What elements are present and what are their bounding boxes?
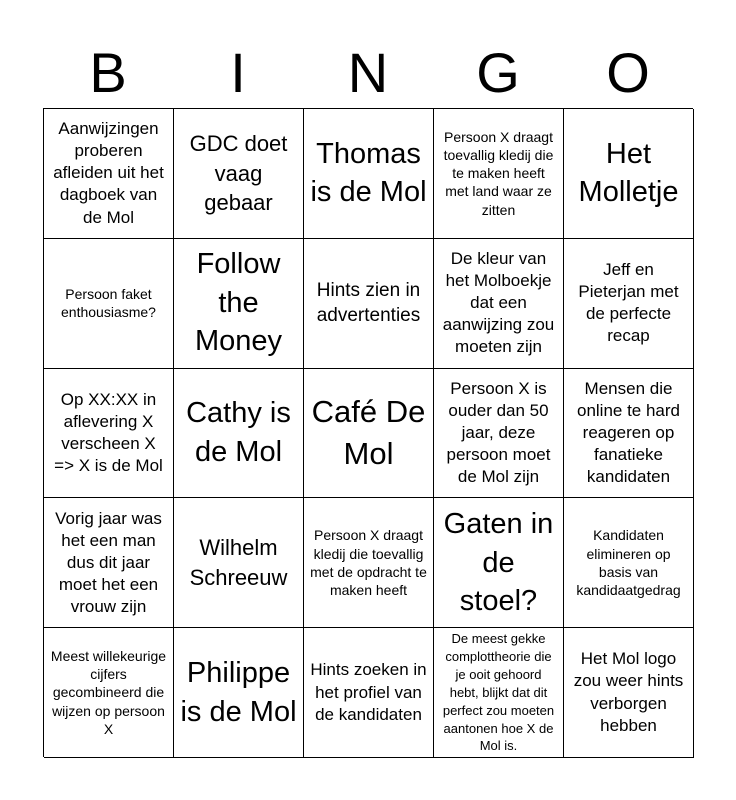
cell-text: Het Mol logo zou weer hints verborgen hebben [573,649,684,735]
cell-text: Persoon X is ouder dan 50 jaar, deze persoon moet de Mol zijn [446,378,551,487]
bingo-cell[interactable] [434,239,564,369]
cell-text: De kleur van het Molboekje dat een aanwijzing zou moeten zijn [442,248,555,357]
cell-text: Op XX:XX in aflevering X verscheen X => X is de Mol [54,389,163,476]
bingo-cell[interactable] [304,369,434,499]
bingo-cell[interactable] [564,109,694,239]
cell-text: Meest willekeurige cijfers gecombineerd die wijzen op persoon X [50,648,167,737]
bingo-cell[interactable] [44,498,174,628]
bingo-cell[interactable] [564,498,694,628]
bingo-cell[interactable] [174,109,304,239]
bingo-cell[interactable] [174,369,304,499]
cell-text: Hints zoeken in het profiel van de kandidaten [310,660,427,724]
bingo-cell[interactable] [434,628,564,758]
cell-text: Gaten in de stoel? [443,507,554,618]
bingo-cell[interactable] [564,628,694,758]
cell-text: Café De Mol [311,394,426,471]
header-letter-b: B [89,41,127,104]
bingo-cell[interactable] [44,239,174,369]
header-letter-g: G [476,41,520,104]
bingo-cell[interactable] [44,628,174,758]
header-letter-o: O [606,41,650,104]
bingo-cell[interactable] [304,628,434,758]
header-letter-n: N [347,41,389,104]
cell-text: Mensen die online te hard reageren op fanatieke kandidaten [576,378,681,487]
bingo-cell[interactable] [564,239,694,369]
bingo-board [43,108,693,757]
cell-text: Hints zien in advertenties [316,279,421,327]
bingo-cell[interactable] [44,109,174,239]
bingo-header [43,38,693,108]
bingo-cell[interactable] [564,369,694,499]
cell-text: Philippe is de Mol [180,657,297,728]
bingo-cell[interactable] [434,498,564,628]
cell-text: Het Molletje [578,137,679,209]
bingo-cell[interactable] [44,369,174,499]
cell-text: Wilhelm Schreeuw [189,535,288,590]
bingo-cell[interactable] [304,498,434,628]
cell-text: Persoon X draagt kledij die toevallig met de opdracht te maken heeft [310,527,427,598]
bingo-cell[interactable] [434,369,564,499]
cell-text: Persoon X draagt toevallig kledij die te maken heeft met land waar ze zitten [443,128,554,218]
cell-text: GDC doet vaag gebaar [189,130,288,216]
cell-text: Aanwijzingen proberen afleiden uit het dagboek van de Mol [53,119,164,227]
bingo-cell[interactable] [434,109,564,239]
bingo-cell[interactable] [174,628,304,758]
bingo-cell[interactable] [174,239,304,369]
header-letter-i: I [230,41,246,104]
cell-text: Vorig jaar was het een man dus dit jaar moet het een vrouw zijn [55,508,162,616]
cell-text: Jeff en Pieterjan met de perfecte recap [578,260,679,346]
cell-text: Cathy is de Mol [186,397,291,468]
cell-text: Kandidaten elimineren op basis van kandidaatgedrag [576,527,681,598]
bingo-cell[interactable] [174,498,304,628]
cell-text: Persoon faket enthousiasme? [61,286,156,321]
cell-text: De meest gekke complottheorie die je ooit gehoord hebt, blijkt dat dit perfect zou moeten aantonen hoe X de Mol is. [442,630,555,754]
bingo-cell[interactable] [304,239,434,369]
cell-text: Follow the Money [194,248,283,358]
cell-text: Thomas is de Mol [310,137,427,209]
bingo-cell[interactable] [304,109,434,239]
